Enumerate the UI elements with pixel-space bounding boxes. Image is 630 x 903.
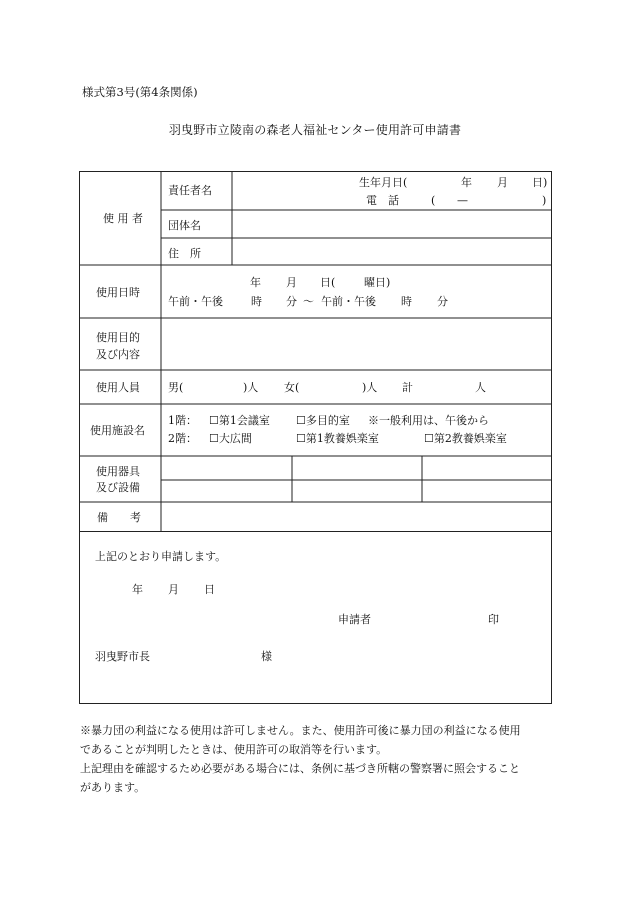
female-label: 女(	[284, 381, 300, 394]
floor2-label: 2階：	[168, 432, 197, 445]
purpose-label-line2: 及び内容	[96, 348, 140, 361]
group-name-label: 団体名	[168, 219, 201, 232]
end-ampm-label: 午前・午後	[321, 295, 376, 308]
total-label: 計	[402, 381, 413, 394]
male-label: 男(	[168, 381, 184, 394]
male-close-label: )人	[243, 381, 259, 394]
phone-open-paren: (	[431, 194, 436, 207]
floor1-label: 1階：	[168, 414, 197, 427]
application-statement: 上記のとおり申請します。	[95, 550, 227, 563]
facility-label: 使用施設名	[90, 424, 145, 437]
birth-year-label: 年	[461, 176, 472, 189]
start-minute-label: 分	[286, 295, 297, 308]
equipment-label-line1: 使用器具	[96, 465, 140, 478]
end-minute-label: 分	[437, 295, 448, 308]
form-number: 様式第3号(第4条関係)	[82, 85, 198, 99]
phone-label: 電 話	[366, 194, 399, 207]
note-line-4: があります。	[80, 781, 146, 794]
note-line-2: であることが判明したときは、使用許可の取消等を行います。	[80, 743, 388, 756]
application-form-table	[79, 171, 552, 532]
birth-month-label: 月	[497, 176, 508, 189]
checkbox-meeting-room-1[interactable]: ☐第1会議室	[209, 414, 270, 427]
usage-datetime-label: 使用日時	[96, 286, 140, 299]
end-hour-label: 時	[401, 295, 412, 308]
checkbox-recreation-room-1[interactable]: ☐第1教養娯楽室	[296, 432, 379, 445]
user-section-label: 使 用 者	[103, 212, 143, 225]
responsible-person-label: 責任者名	[168, 184, 212, 197]
application-day-label: 日	[204, 583, 215, 596]
people-count-label: 使用人員	[96, 381, 140, 394]
address-label: 住 所	[168, 247, 201, 260]
mayor-label: 羽曳野市長	[95, 650, 150, 663]
application-month-label: 月	[168, 583, 179, 596]
checkbox-recreation-room-2[interactable]: ☐第2教養娯楽室	[424, 432, 507, 445]
equipment-label-line2: 及び設備	[96, 481, 140, 494]
phone-close-paren: )	[542, 194, 547, 207]
checkbox-great-hall[interactable]: ☐大広間	[209, 432, 252, 445]
applicant-label: 申請者	[338, 613, 371, 626]
phone-dash: —	[457, 194, 468, 207]
time-range-tilde: 〜	[303, 295, 314, 308]
note-line-3: 上記理由を確認するため必要がある場合には、条例に基づき所轄の警察署に照会すること	[80, 762, 520, 775]
start-hour-label: 時	[251, 295, 262, 308]
date-day-label: 日(	[320, 276, 336, 289]
start-ampm-label: 午前・午後	[168, 295, 223, 308]
date-month-label: 月	[286, 276, 297, 289]
birth-date-label: 生年月日(	[359, 176, 408, 189]
document-title: 羽曳野市立陵南の森老人福祉センター使用許可申請書	[168, 123, 462, 137]
seal-label: 印	[488, 613, 499, 626]
honorific-label: 様	[261, 650, 272, 663]
checkbox-multipurpose-room[interactable]: ☐多目的室	[296, 414, 350, 427]
date-weekday-label: 曜日)	[364, 276, 391, 289]
date-year-label: 年	[250, 276, 261, 289]
general-use-note: ※一般利用は、午後から	[368, 414, 489, 427]
female-close-label: )人	[362, 381, 378, 394]
application-year-label: 年	[132, 583, 143, 596]
person-unit-label: 人	[475, 381, 486, 394]
application-statement-box	[79, 531, 552, 704]
remarks-label: 備 考	[97, 511, 141, 524]
note-line-1: ※暴力団の利益になる使用は許可しません。また、使用許可後に暴力団の利益になる使用	[80, 724, 521, 737]
birth-day-label: 日)	[532, 176, 548, 189]
purpose-label-line1: 使用目的	[96, 331, 140, 344]
